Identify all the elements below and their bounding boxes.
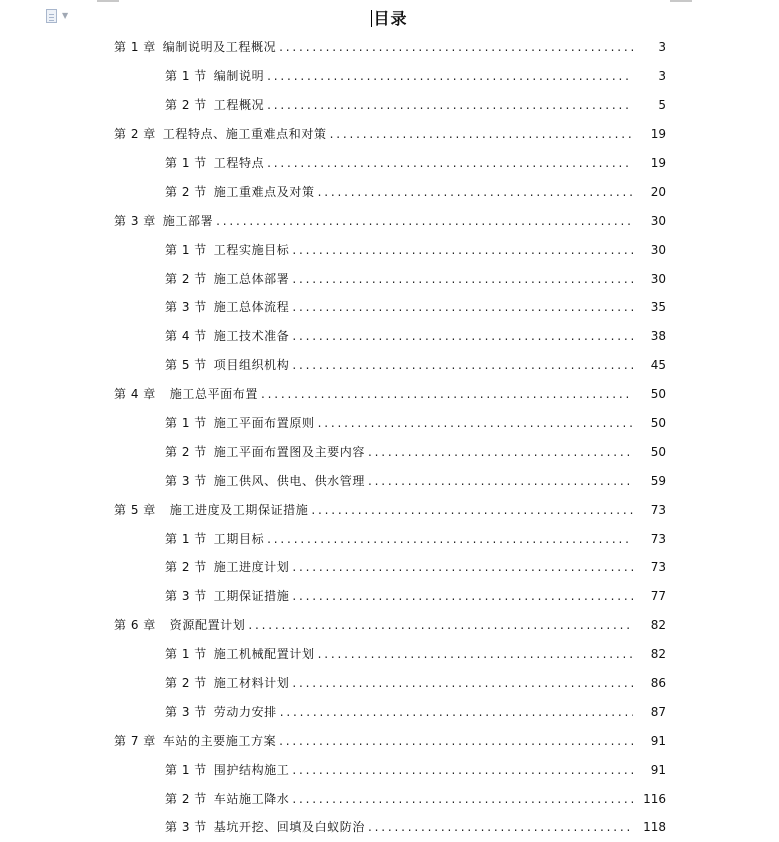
dot-leader	[267, 156, 633, 170]
toc-entry-page-number: 91	[650, 762, 666, 777]
toc-entry-number: 第 4 节	[165, 329, 207, 344]
dot-leader	[267, 98, 633, 112]
toc-entry-number: 第 3 节	[165, 589, 207, 604]
toc-entry-page-number: 86	[650, 676, 666, 691]
toc-entry-title: 工程概况	[213, 98, 265, 113]
toc-chapter-entry[interactable]	[0, 380, 779, 409]
chevron-down-icon[interactable]: ▼	[62, 11, 69, 20]
toc-entry-number: 第 2 章	[114, 127, 156, 142]
toc-chapter-entry[interactable]	[0, 33, 779, 62]
dot-leader	[267, 532, 633, 546]
toc-entry-number: 第 5 章	[114, 502, 156, 517]
toc-entry-page-number: 19	[650, 127, 666, 142]
toc-section-entry[interactable]	[0, 553, 779, 582]
toc-title: 目录	[373, 9, 408, 28]
toc-entry-page-number: 73	[650, 502, 666, 517]
toc-entry-title: 工程特点、施工重难点和对策	[162, 127, 327, 142]
toc-entry-title: 劳动力安排	[213, 704, 277, 719]
dot-leader	[292, 300, 633, 314]
toc-section-entry[interactable]	[0, 437, 779, 466]
dot-leader	[267, 69, 633, 83]
toc-entry-number: 第 3 节	[165, 820, 207, 835]
toc-section-entry[interactable]	[0, 91, 779, 120]
toc-entry-title: 项目组织机构	[213, 358, 290, 373]
toc-entry-number: 第 1 节	[165, 531, 207, 546]
toc-section-entry[interactable]	[0, 466, 779, 495]
margin-marker-left	[97, 0, 119, 2]
toc-entry-title: 车站的主要施工方案	[162, 733, 277, 748]
toc-entry-number: 第 3 节	[165, 704, 207, 719]
toc-entry-title: 施工材料计划	[213, 676, 290, 691]
toc-entry-title: 施工平面布置图及主要内容	[213, 444, 365, 459]
toc-entry-number: 第 5 节	[165, 358, 207, 373]
toc-section-entry[interactable]	[0, 264, 779, 293]
toc-section-entry[interactable]	[0, 697, 779, 726]
toc-entry-title: 车站施工降水	[213, 791, 290, 806]
toc-entry-page-number: 30	[650, 271, 666, 286]
toc-section-entry[interactable]	[0, 640, 779, 669]
toc-section-entry[interactable]	[0, 322, 779, 351]
dot-leader	[318, 185, 633, 199]
toc-entry-title: 工程特点	[213, 156, 265, 170]
toc-entry-number: 第 2 节	[165, 560, 207, 575]
toc-entry-title: 施工进度计划	[213, 560, 290, 575]
dot-leader	[368, 820, 633, 834]
dot-leader	[318, 416, 633, 430]
toc-entry-title: 工期保证措施	[213, 589, 290, 604]
toc-entry-number: 第 3 章	[114, 213, 156, 228]
toc-entry-title: 施工机械配置计划	[213, 647, 315, 662]
toc-entry-title: 施工总平面布置	[169, 387, 258, 402]
dot-leader	[318, 647, 633, 661]
toc-entry-number: 第 3 节	[165, 300, 207, 315]
dot-leader	[261, 387, 633, 401]
toc-section-entry[interactable]	[0, 351, 779, 380]
toc-entry-number: 第 1 节	[165, 762, 207, 777]
toc-entry-page-number: 20	[650, 184, 666, 199]
toc-entry-page-number: 91	[650, 733, 666, 748]
toc-entry-page-number: 50	[650, 444, 666, 459]
toc-entry-page-number: 82	[650, 618, 666, 633]
toc-entry-title: 编制说明	[213, 69, 265, 84]
toc-entry-number: 第 2 节	[165, 184, 207, 199]
toc-section-entry[interactable]	[0, 293, 779, 322]
dot-leader	[292, 560, 633, 574]
toc-entry-title: 施工总体流程	[213, 300, 290, 315]
toc-entry-page-number: 87	[650, 704, 666, 719]
toc-entry-number: 第 2 节	[165, 444, 207, 459]
toc-entry-page-number: 3	[658, 40, 666, 55]
toc-entry-page-number: 50	[650, 387, 666, 402]
dot-leader	[292, 763, 633, 777]
dot-leader	[292, 589, 633, 603]
toc-entry-page-number: 3	[658, 69, 666, 84]
dot-leader	[279, 40, 633, 54]
toc-entry-number: 第 4 章	[114, 387, 156, 402]
toc-entry-page-number: 73	[650, 560, 666, 575]
toc-entry-page-number: 38	[650, 329, 666, 344]
dot-leader	[368, 474, 633, 488]
dot-leader	[292, 676, 633, 690]
toc-section-entry[interactable]	[0, 177, 779, 206]
dot-leader	[311, 503, 633, 517]
toc-entry-number: 第 2 节	[165, 676, 207, 691]
dot-leader	[292, 792, 633, 806]
toc-section-entry[interactable]	[0, 813, 779, 842]
toc-section-entry[interactable]	[0, 235, 779, 264]
toc-section-entry[interactable]	[0, 524, 779, 553]
toc-entry-number: 第 7 章	[114, 733, 156, 748]
toc-heading[interactable]	[0, 7, 779, 31]
toc-entry-title: 资源配置计划	[169, 618, 246, 633]
toc-entry-page-number: 82	[650, 647, 666, 662]
toc-chapter-entry[interactable]	[0, 120, 779, 149]
toc-entry-title: 施工总体部署	[213, 271, 290, 286]
toc-entry-title: 工程实施目标	[213, 242, 290, 257]
dot-leader	[216, 214, 633, 228]
toc-entry-title: 施工重难点及对策	[213, 184, 315, 199]
dot-leader	[280, 705, 633, 719]
toc-entry-number: 第 1 章	[114, 40, 156, 55]
margin-marker-right	[670, 0, 692, 2]
toc-chapter-entry[interactable]	[0, 611, 779, 640]
toc-entry-number: 第 1 节	[165, 156, 207, 170]
toc-entry-page-number: 30	[650, 213, 666, 228]
toc-entry-title: 施工平面布置原则	[213, 416, 315, 431]
toc-section-entry[interactable]	[0, 62, 779, 91]
dot-leader	[292, 329, 633, 343]
toc-entry-page-number: 35	[650, 300, 666, 315]
toc-chapter-entry[interactable]	[0, 726, 779, 755]
toc-entry-page-number: 5	[658, 98, 666, 113]
toc-entry-page-number: 73	[650, 531, 666, 546]
toc-entry-title: 施工进度及工期保证措施	[169, 502, 309, 517]
toc-entry-title: 围护结构施工	[213, 762, 290, 777]
toc-section-entry[interactable]	[0, 755, 779, 784]
toc-entry-number: 第 1 节	[165, 242, 207, 257]
toc-section-entry[interactable]	[0, 582, 779, 611]
toc-entry-title: 施工部署	[162, 213, 214, 228]
dot-leader	[279, 734, 633, 748]
toc-entry-page-number: 19	[650, 156, 666, 170]
toc-section-entry[interactable]	[0, 149, 779, 178]
dot-leader	[292, 358, 633, 372]
dot-leader	[248, 618, 633, 632]
toc-entry-number: 第 2 节	[165, 791, 207, 806]
dot-leader	[292, 272, 633, 286]
toc-entry-number: 第 2 节	[165, 271, 207, 286]
toc-entry-number: 第 1 节	[165, 647, 207, 662]
toc-chapter-entry[interactable]	[0, 206, 779, 235]
toc-section-entry[interactable]	[0, 784, 779, 813]
dot-leader	[368, 445, 633, 459]
toc-entry-page-number: 118	[643, 820, 666, 835]
toc-entry-title: 施工技术准备	[213, 329, 290, 344]
toc-entry-title: 基坑开挖、回填及白蚁防治	[213, 820, 365, 835]
toc-entry-page-number: 77	[650, 589, 666, 604]
toc-entry-number: 第 2 节	[165, 98, 207, 113]
toc-entry-page-number: 30	[650, 242, 666, 257]
toc-entry-title: 工期目标	[213, 531, 265, 546]
toc-entry-number: 第 1 节	[165, 69, 207, 84]
dot-leader	[292, 243, 633, 257]
toc-entry-page-number: 50	[650, 416, 666, 431]
toc-entry-page-number: 116	[643, 791, 666, 806]
toc-entry-number: 第 6 章	[114, 618, 156, 633]
toc-entry-number: 第 1 节	[165, 416, 207, 431]
toc-entry-number: 第 3 节	[165, 473, 207, 488]
toc-entry-title: 施工供风、供电、供水管理	[213, 473, 365, 488]
toc-entry-title: 编制说明及工程概况	[162, 40, 277, 55]
toc-entry-page-number: 59	[650, 473, 666, 488]
dot-leader	[330, 127, 633, 141]
toc-entry-page-number: 45	[650, 358, 666, 373]
toc-list	[0, 33, 779, 842]
toc-section-entry[interactable]	[0, 669, 779, 698]
toc-chapter-entry[interactable]	[0, 495, 779, 524]
toc-section-entry[interactable]	[0, 409, 779, 438]
